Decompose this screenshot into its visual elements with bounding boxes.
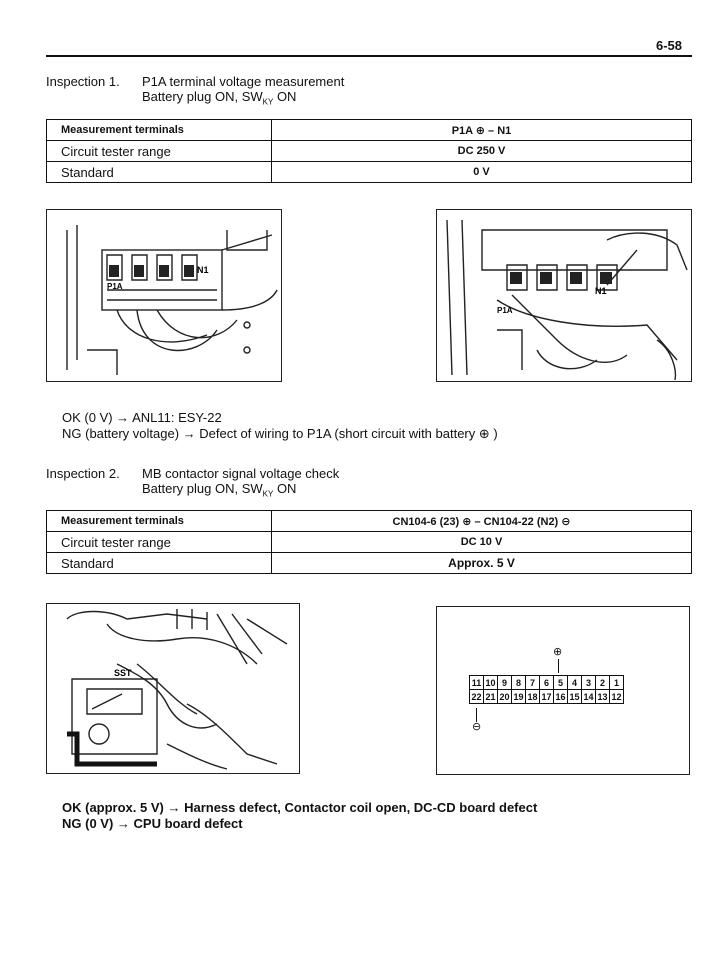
probing-illustration xyxy=(437,210,691,381)
inspection2-title: Inspection 2. xyxy=(46,466,120,481)
inspection2-heading-text: MB contactor signal voltage check xyxy=(142,466,340,481)
connector-diagram xyxy=(436,606,690,775)
table-row: Standard 0 V xyxy=(47,162,692,183)
inspection1-ok: OK (0 V) → ANL11: ESY-22 xyxy=(62,410,222,425)
tester-illustration xyxy=(47,604,299,773)
label-p1a: P1A xyxy=(107,282,123,291)
plus-lead xyxy=(558,659,559,673)
photo-mb-contactor xyxy=(46,603,300,774)
inspection2-ok: OK (approx. 5 V) → Harness defect, Contactor coil open, DC-CD board defect xyxy=(62,800,538,815)
connector-row-lower: 22 21 20 19 18 17 16 15 14 13 12 xyxy=(471,691,622,702)
inspection2-results xyxy=(62,800,537,832)
inspection1-table xyxy=(46,119,692,183)
photo-p1a-terminal xyxy=(46,209,282,382)
wiring-illustration xyxy=(47,210,281,381)
inspection2-condition: Battery plug ON, $SW_{KY}$ ON xyxy=(142,481,297,499)
inspection1-ng: NG (battery voltage) → Defect of wiring to P1A (short circuit with battery ⊕ ) xyxy=(62,426,498,441)
inspection2-table xyxy=(46,510,692,574)
label-sst: SST xyxy=(114,668,132,678)
header-rule xyxy=(46,55,692,57)
connector-grid xyxy=(469,675,624,704)
inspection2-heading xyxy=(46,466,339,502)
inspection1-heading xyxy=(46,74,344,110)
table-row: Standard Approx. 5 V xyxy=(47,553,692,574)
table-row: Circuit tester range DC 10 V xyxy=(47,532,692,553)
inspection1-title: Inspection 1. xyxy=(46,74,120,89)
label-n1: N1 xyxy=(197,265,209,275)
label-n1-right: N1 xyxy=(595,286,607,296)
plus-symbol: ⊕ xyxy=(553,646,563,658)
inspection1-results xyxy=(62,410,498,442)
inspection2-ng: NG (0 V) → CPU board defect xyxy=(62,816,243,831)
photo-p1a-probing xyxy=(436,209,692,382)
table-row: Measurement terminals CN104-6 (23) ⊕ – CN104-22 (N2) ⊖ xyxy=(47,511,692,532)
connector-row-upper: 11 10 9 8 7 6 5 4 3 2 1 xyxy=(470,676,624,690)
table-row: Measurement terminals P1A ⊕ – N1 xyxy=(47,120,692,141)
inspection1-heading-text: P1A terminal voltage measurement xyxy=(142,74,345,89)
table-row: Circuit tester range DC 250 V xyxy=(47,141,692,162)
label-p1a-right: P1A xyxy=(497,306,513,315)
page-number: 6-58 xyxy=(656,38,683,53)
inspection1-condition: Battery plug ON, $SW_{KY}$ ON xyxy=(142,89,297,107)
minus-symbol: ⊖ xyxy=(472,721,482,733)
